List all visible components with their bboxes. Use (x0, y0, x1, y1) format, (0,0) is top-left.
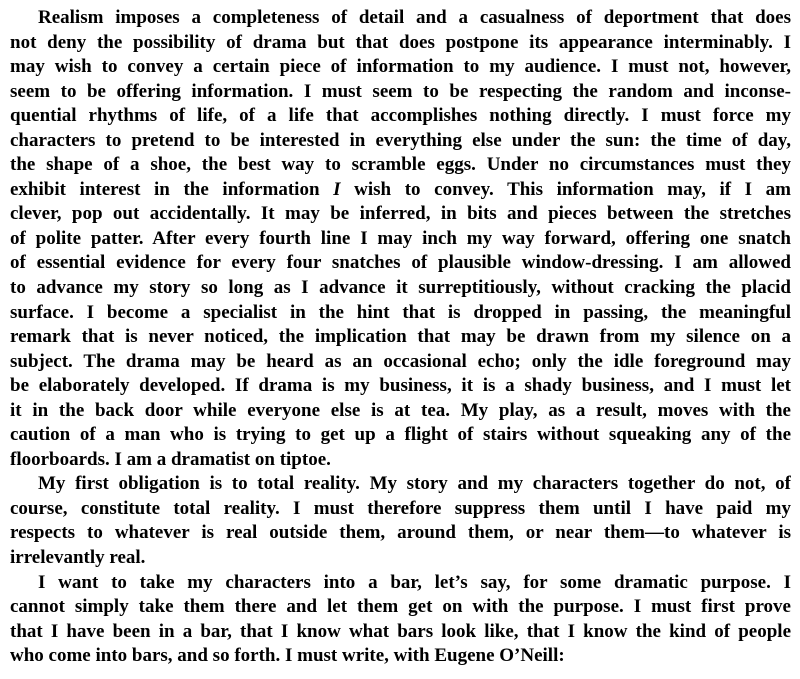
text-segment: not deny the possibility of drama but that does postpone its appearance interminably. I (10, 31, 791, 53)
text-segment: be elaborately developed. If drama is my business, it is a shady business, and I must let (10, 375, 791, 397)
text-line (10, 374, 791, 399)
text-segment: clever, pop out accidentally. It may be inferred, in bits and pieces between the stretches (10, 203, 791, 225)
text-segment: wish to convey. This information may, if I am (340, 178, 791, 200)
text-segment: it in the back door while everyone else is at tea. My play, as a result, moves with the (10, 399, 791, 421)
paragraph (10, 472, 791, 570)
text-line (10, 497, 791, 522)
text-segment: seem to be offering information. I must seem to be respecting the random and inconse- (10, 80, 791, 102)
text-segment: respects to whatever is real outside them, around them, or near them—to whatever is (10, 522, 791, 544)
text-line (10, 227, 791, 252)
text-segment: floorboards. I am a dramatist on tiptoe. (10, 448, 331, 470)
text-line (10, 350, 791, 375)
text-line (10, 153, 791, 178)
text-line (10, 251, 791, 276)
text-line (10, 521, 791, 546)
text-segment: caution of a man who is trying to get up a flight of stairs without squeaking any of the (10, 424, 791, 446)
text-segment: surface. I become a specialist in the hint that is dropped in passing, the meaningful (10, 301, 791, 323)
text-line (10, 301, 791, 326)
text-segment: course, constitute total reality. I must therefore suppress them until I have paid my (10, 497, 791, 519)
text-segment: irrelevantly real. (10, 547, 146, 569)
text-line (10, 472, 791, 497)
text-line (10, 571, 791, 596)
text-line (10, 399, 791, 424)
text-line (10, 595, 791, 620)
text-line (10, 644, 791, 669)
text-line (10, 620, 791, 645)
text-segment: of polite patter. After every fourth line I may inch my way forward, offering one snatch (10, 227, 791, 249)
page-text (10, 6, 791, 669)
paragraph (10, 6, 791, 472)
paragraph (10, 571, 791, 669)
text-line (10, 423, 791, 448)
text-segment: that I have been in a bar, that I know what bars look like, that I know the kind of people (10, 620, 791, 642)
text-line (10, 129, 791, 154)
text-line (10, 276, 791, 301)
text-segment: remark that is never noticed, the implication that may be drawn from my silence on a (10, 326, 791, 348)
text-segment: exhibit interest in the information (10, 178, 334, 200)
text-line (10, 55, 791, 80)
text-line (10, 448, 791, 473)
text-segment: My first obligation is to total reality. My story and my characters together do not, of (38, 473, 791, 495)
text-segment: cannot simply take them there and let them get on with the purpose. I must first prove (10, 596, 791, 618)
text-line (10, 325, 791, 350)
text-segment: I want to take my characters into a bar, let’s say, for some dramatic purpose. I (38, 571, 791, 593)
text-line (10, 202, 791, 227)
text-line (10, 6, 791, 31)
text-segment: quential rhythms of life, of a life that accomplishes nothing directly. I must force my (10, 105, 791, 127)
text-segment: characters to pretend to be interested in everything else under the sun: the time of day, (10, 129, 791, 151)
text-segment: subject. The drama may be heard as an occasional echo; only the idle foreground may (10, 350, 791, 372)
text-segment: Realism imposes a completeness of detail and a casualness of deportment that does (38, 7, 791, 28)
text-segment: may wish to convey a certain piece of information to my audience. I must not, however, (10, 56, 791, 78)
text-line (10, 178, 791, 203)
text-segment: of essential evidence for every four snatches of plausible window-dressing. I am allowed (10, 252, 791, 274)
text-line (10, 104, 791, 129)
text-segment: who come into bars, and so forth. I must write, with Eugene O’Neill: (10, 645, 565, 667)
text-line (10, 80, 791, 105)
text-segment: the shape of a shoe, the best way to scramble eggs. Under no circumstances must they (10, 154, 791, 176)
italic-text-segment: I (333, 178, 341, 200)
text-line (10, 31, 791, 56)
text-line (10, 546, 791, 571)
text-segment: to advance my story so long as I advance it surreptitiously, without cracking the placid (10, 277, 791, 299)
